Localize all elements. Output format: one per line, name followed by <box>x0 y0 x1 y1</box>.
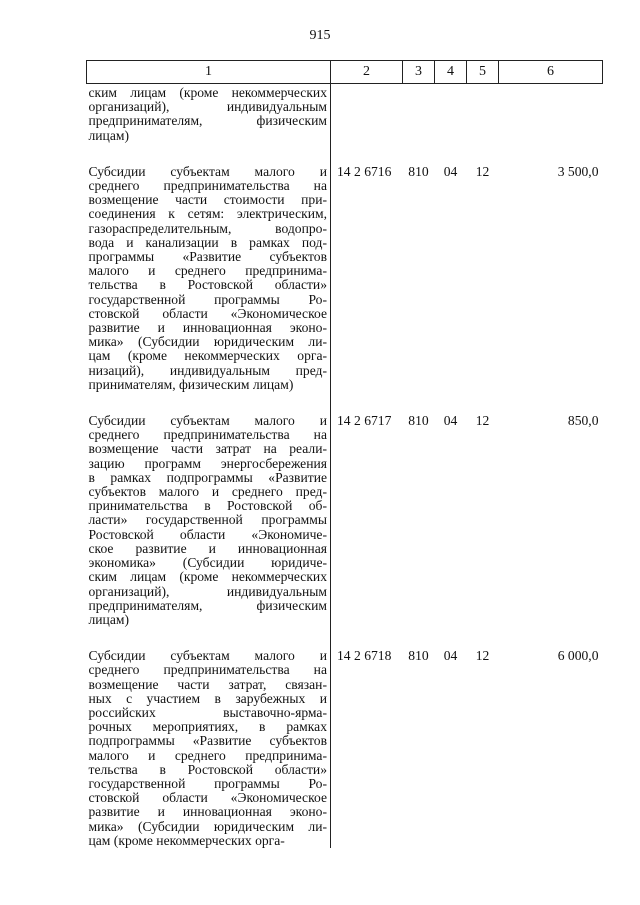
description-line: лицам) <box>88 611 129 627</box>
header-col-5: 5 <box>467 61 499 84</box>
description-line: возмещение части затрат, связан- <box>88 676 327 692</box>
description-line: российских выставочно-ярма- <box>88 704 327 720</box>
description-line: принимателям, физическим лицам) <box>88 376 294 392</box>
description-line: подпрограммы «Развитие субъектов <box>88 733 327 749</box>
row-description <box>87 84 331 143</box>
row-col-3: 810 <box>408 163 429 179</box>
description-line: среднего предпринимательства на <box>88 662 327 678</box>
description-line: лицам) <box>88 127 129 143</box>
row-spacer <box>87 627 603 649</box>
header-col-4: 4 <box>435 61 467 84</box>
row-amount: 850,0 <box>567 413 599 429</box>
description-line: возмещение части затрат на реали- <box>88 441 327 457</box>
description-line: субъектов малого и среднего пред- <box>88 484 327 500</box>
description-line: государственной программы Ро- <box>88 291 327 307</box>
table-header <box>87 61 603 84</box>
description-line: среднего предпринимательства на <box>88 427 327 443</box>
description-line: предпринимателям, физическим <box>88 113 327 129</box>
description-line: возмещение части стоимости при- <box>88 192 327 208</box>
description-line: мика» (Субсидии юридическим ли- <box>88 818 327 834</box>
description-line: Субсидии субъектам малого и <box>88 163 327 179</box>
description-line: развитие и инновационная эконо- <box>88 804 327 820</box>
row-amount <box>499 84 603 143</box>
budget-table <box>86 60 603 848</box>
row-col-4: 04 <box>443 163 458 179</box>
row-description <box>87 649 331 848</box>
row-col-4: 04 <box>443 648 458 664</box>
row-spacer <box>87 143 603 165</box>
page-number: 915 <box>309 28 331 43</box>
description-line: в рамках подпрограммы «Развитие <box>88 469 327 485</box>
description-line: цам (кроме некоммерческих орга- <box>88 348 327 364</box>
row-col-5: 12 <box>475 163 490 179</box>
table-row <box>87 414 603 627</box>
row-col-4: 04 <box>443 413 458 429</box>
row-col-5: 12 <box>475 413 490 429</box>
description-line: принимательства в Ростовской об- <box>88 498 327 514</box>
row-code: 14 2 6718 <box>337 648 392 664</box>
description-line: газораспределительным, водопро- <box>88 220 327 236</box>
row-spacer <box>87 392 603 414</box>
header-col-2: 2 <box>331 61 403 84</box>
description-line: ское развитие и инновационная <box>88 540 327 556</box>
description-line: ским лицам (кроме некоммерческих <box>88 569 327 585</box>
table-body <box>87 84 603 848</box>
row-code: 14 2 6716 <box>337 163 392 179</box>
table-row <box>87 84 603 143</box>
table-row <box>87 165 603 392</box>
description-line: экономика» (Субсидии юридиче- <box>88 555 327 571</box>
description-line: рочных мероприятиях, в рамках <box>88 719 327 735</box>
description-line: ласти» государственной программы <box>88 512 327 528</box>
description-line: тельства в Ростовской области» <box>88 761 327 777</box>
description-line: зацию программ энергосбережения <box>88 455 327 471</box>
table-row <box>87 649 603 848</box>
description-line: среднего предпринимательства на <box>88 178 327 194</box>
description-line: стовской области «Экономическое <box>88 305 327 321</box>
description-line: Субсидии субъектам малого и <box>88 413 327 429</box>
description-line: предпринимателям, физическим <box>88 597 327 613</box>
row-amount: 3 500,0 <box>557 163 599 179</box>
description-line: мика» (Субсидии юридическим ли- <box>88 334 327 350</box>
description-line: цам (кроме некоммерческих орга- <box>88 832 285 848</box>
description-line: малого и среднего предпринима- <box>88 263 327 279</box>
description-line: ским лицам (кроме некоммерческих <box>88 85 327 100</box>
row-description <box>87 414 331 627</box>
header-col-6: 6 <box>499 61 603 84</box>
description-line: соединения к сетям: электрическим, <box>88 206 327 222</box>
row-description <box>87 165 331 392</box>
row-code <box>331 84 403 143</box>
row-code: 14 2 6717 <box>337 413 392 429</box>
description-line: программы «Развитие субъектов <box>88 249 327 265</box>
description-line: тельства в Ростовской области» <box>88 277 327 293</box>
description-line: стовской области «Экономическое <box>88 790 327 806</box>
description-line: ных с участием в зарубежных и <box>88 690 327 706</box>
description-line: организаций), индивидуальным <box>88 99 327 115</box>
row-col-5: 12 <box>475 648 490 664</box>
description-line: развитие и инновационная эконо- <box>88 320 327 336</box>
description-line: Субсидии субъектам малого и <box>88 648 327 664</box>
description-line: организаций), индивидуальным <box>88 583 327 599</box>
description-line: Ростовской области «Экономиче- <box>88 526 327 542</box>
row-col-3: 810 <box>408 648 429 664</box>
header-col-1: 1 <box>87 61 331 84</box>
description-line: низаций), индивидуальным пред- <box>88 362 327 378</box>
row-col-5 <box>467 84 499 143</box>
row-col-3: 810 <box>408 413 429 429</box>
row-amount: 6 000,0 <box>557 648 599 664</box>
header-col-3: 3 <box>403 61 435 84</box>
description-line: вода и канализации в рамках под- <box>88 234 327 250</box>
description-line: государственной программы Ро- <box>88 775 327 791</box>
row-col-3 <box>403 84 435 143</box>
description-line: малого и среднего предпринима- <box>88 747 327 763</box>
row-col-4 <box>435 84 467 143</box>
